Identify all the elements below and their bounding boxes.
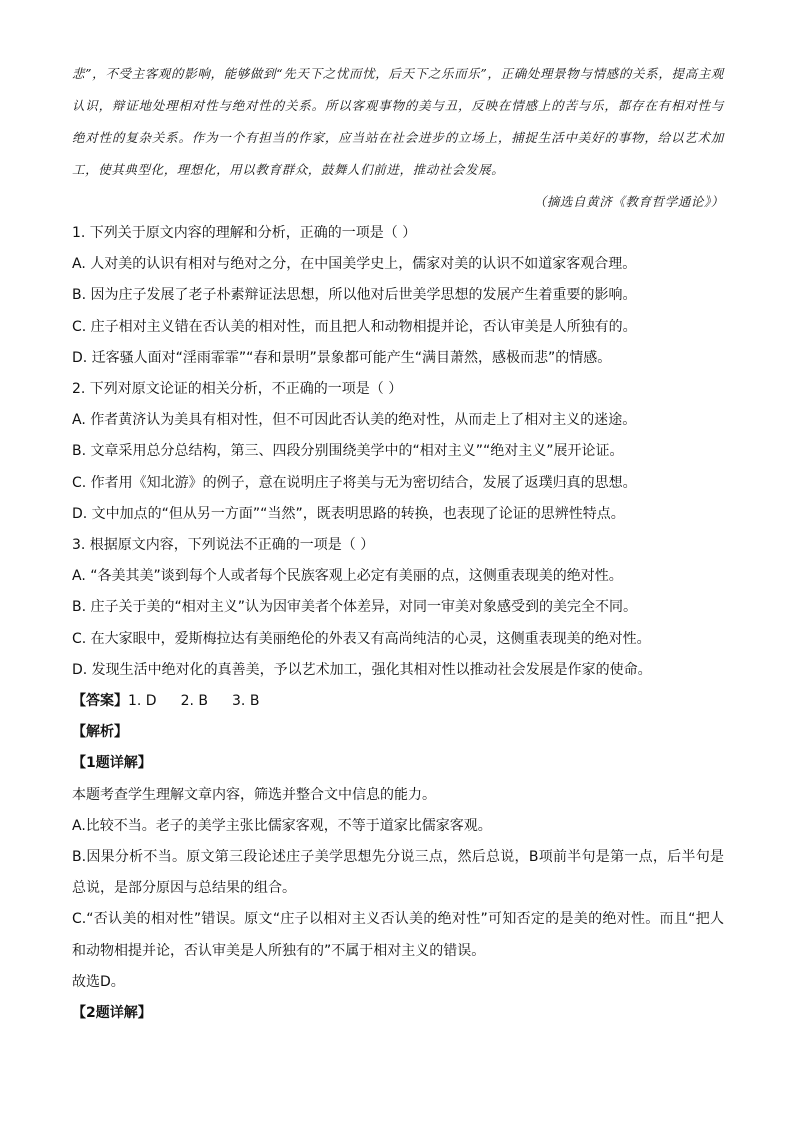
section-2-heading: 【2题详解】 (72, 1005, 152, 1022)
document-page (72, 58, 724, 1029)
option-a: A. “各美其美”谈到每个人或者每个民族客观上必定有美丽的点，这侧重表现美的绝对性。 (72, 568, 623, 585)
passage-text: 悲”，不受主客观的影响，能够做到“先天下之忧而忧，后天下之乐而乐”，正确处理景物与情感的关系，提高主观认识，辩证地处理相对性与绝对性的关系。所以客观事物的美与丑，反映在情感上的苦与乐，都存在有相对性与绝对性的复杂关系。作为一个有担当的作家，应当站在社会进步的立场上，捕捉生活中美好的事物，给以艺术加工，使其典型化，理想化，用以教育群众，鼓舞人们前进，推动社会发展。 (72, 66, 724, 177)
analysis-line: C.“否认美的相对性”错误。原文“庄子以相对主义否认美的绝对性”可知否定的是美的绝对性。而且“把人和动物相提并论，否认审美是人所独有的”不属于相对主义的错误。 (72, 911, 724, 959)
answer-label: 【答案】 (72, 693, 128, 710)
option-a: A. 作者黄济认为美具有相对性，但不可因此否认美的绝对性，从而走上了相对主义的迷途。 (72, 412, 637, 429)
answer-line (72, 686, 724, 717)
option-d: D. 文中加点的“但从另一方面”“当然”，既表明思路的转换，也表现了论证的思辨性特点。 (72, 505, 625, 522)
answer-item: 2. B (180, 693, 209, 710)
section-1-heading: 【1题详解】 (72, 755, 152, 772)
analysis-line: A.比较不当。老子的美学主张比儒家客观，不等于道家比儒家客观。 (72, 817, 492, 834)
option-b: B. 庄子关于美的“相对主义”认为因审美者个体差异，对同一审美对象感受到的美完全不同。 (72, 599, 638, 616)
question-stem: 1. 下列关于原文内容的理解和分析，正确的一项是（ ） (72, 225, 417, 241)
analysis-line: 故选D。 (72, 973, 125, 990)
answer-item: 1. D (128, 693, 157, 710)
question-stem: 3. 根据原文内容，下列说法不正确的一项是（ ） (72, 537, 375, 554)
question-1 (72, 218, 724, 374)
question-stem: 2. 下列对原文论证的相关分析，不正确的一项是（ ） (72, 381, 403, 398)
question-3 (72, 530, 724, 686)
option-d: D. 迁客骚人面对“淫雨霏霏”“春和景明”景象都可能产生“满目萧然，感极而悲”的情感。 (72, 349, 612, 366)
analysis-label: 【解析】 (72, 724, 128, 741)
option-d: D. 发现生活中绝对化的真善美，予以艺术加工，强化其相对性以推动社会发展是作家的使命。 (72, 661, 652, 678)
option-c: C. 作者用《知北游》的例子，意在说明庄子将美与无为密切结合，发展了返璞归真的思想。 (72, 474, 637, 491)
answer-item: 3. B (232, 693, 260, 710)
option-b: B. 因为庄子发展了老子朴素辩证法思想，所以他对后世美学思想的发展产生着重要的影响。 (72, 287, 637, 304)
option-c: C. 在大家眼中，爱斯梅拉达有美丽绝伦的外表又有高尚纯洁的心灵，这侧重表现美的绝对性。 (72, 630, 651, 647)
option-b: B. 文章采用总分总结构，第三、四段分别围绕美学中的“相对主义”“绝对主义”展开论证。 (72, 443, 624, 460)
passage-source: （摘选自黄济《教育哲学通论》） (533, 194, 724, 209)
question-2 (72, 374, 724, 530)
analysis-line: 本题考查学生理解文章内容，筛选并整合文中信息的能力。 (72, 786, 436, 803)
analysis-line: B.因果分析不当。原文第三段论述庄子美学思想先分说三点，然后总说，B项前半句是第一点，后半句是总说，是部分原因与总结果的组合。 (72, 849, 724, 897)
option-a: A. 人对美的认识有相对与绝对之分，在中国美学史上，儒家对美的认识不如道家客观合理。 (72, 256, 637, 273)
option-c: C. 庄子相对主义错在否认美的相对性，而且把人和动物相提并论，否认审美是人所独有的。 (72, 318, 637, 335)
